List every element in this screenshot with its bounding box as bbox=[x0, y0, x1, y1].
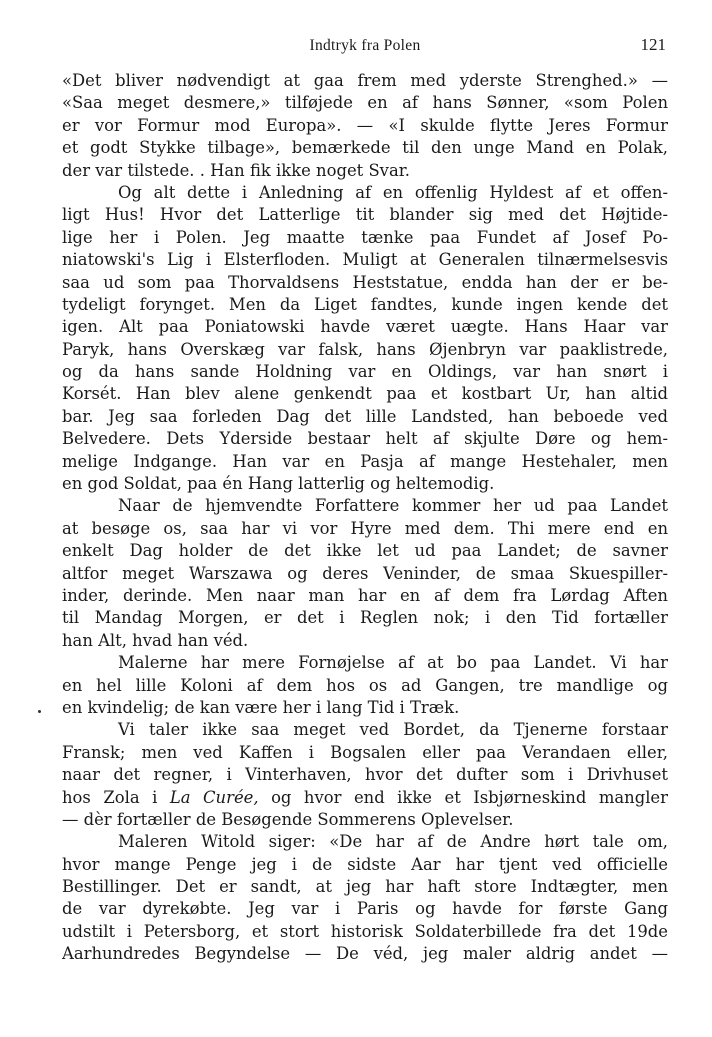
text-segment: og hvor end ikke et Isbjørneskind mangler bbox=[271, 787, 668, 807]
text-line: Vi taler ikke saa meget ved Bordet, da Tjenerne forstaar bbox=[118, 720, 668, 740]
text-line: han Alt, hvad han véd. bbox=[62, 630, 249, 650]
text-line: — dèr fortæller de Besøgende Sommerens Oplevelser. bbox=[62, 809, 514, 829]
text-line: de var dyrekøbte. Jeg var i Paris og havde for første Gang bbox=[62, 899, 668, 919]
text-line: Malerne har mere Fornøjelse af at bo paa Landet. Vi har bbox=[118, 653, 668, 673]
text-line: Naar de hjemvendte Forfattere kommer her ud paa Landet bbox=[118, 496, 668, 516]
text-line: Bestillinger. Det er sandt, at jeg har haft store Indtægter, men bbox=[62, 877, 668, 897]
text-line: «Det bliver nødvendigt at gaa frem med yderste Strenghed.» — bbox=[62, 71, 668, 90]
text-line: Fransk; men ved Kaffen i Bogsalen eller paa Verandaen eller, bbox=[62, 742, 668, 762]
text-line: enkelt Dag holder de det ikke let ud paa Landet; de savner bbox=[62, 541, 668, 561]
text-line: Paryk, hans Overskæg var falsk, hans Øjenbryn var paaklistrede, bbox=[62, 339, 668, 359]
text-line: udstilt i Petersborg, et stort historisk Soldaterbillede fra det 19de bbox=[62, 921, 668, 941]
book-page bbox=[62, 30, 668, 966]
text-line: et godt Stykke tilbage», bemærkede til den unge Mand en Polak, bbox=[62, 138, 668, 158]
text-line: ligt Hus! Hvor det Latterlige tit blander sig med det Højtide- bbox=[62, 205, 668, 225]
text-line: en god Soldat, paa én Hang latterlig og heltemodig. bbox=[62, 474, 495, 494]
text-line: at besøge os, saa har vi vor Hyre med dem. Thi mere end en bbox=[62, 518, 668, 538]
text-line: saa ud som paa Thorvaldsens Heststatue, endda han der er be- bbox=[62, 272, 668, 292]
body-text bbox=[62, 70, 668, 966]
text-line: og da hans sande Holdning var en Oldings, var han snørt i bbox=[62, 362, 668, 382]
text-line: melige Indgange. Han var en Pasja af mange Hestehaler, men bbox=[62, 451, 668, 471]
text-line: Belvedere. Dets Yderside bestaar helt af skjulte Døre og hem- bbox=[62, 429, 668, 449]
text-line: niatowski's Lig i Elsterfloden. Muligt at Generalen tilnærmelsesvis bbox=[62, 250, 668, 270]
text-line bbox=[62, 787, 668, 809]
italic-title: La Curée, bbox=[169, 787, 259, 807]
text-line: Maleren Witold siger: «De har af de Andre hørt tale om, bbox=[118, 832, 668, 852]
running-title: Indtryk fra Polen bbox=[309, 37, 421, 54]
text-line: «Saa meget desmere,» tilføjede en af hans Sønner, «som Polen bbox=[62, 93, 668, 113]
text-line: tydeligt forynget. Men da Liget fandtes, kunde ingen kende det bbox=[62, 294, 668, 314]
text-line: Korsét. Han blev alene genkendt paa et kostbart Ur, han altid bbox=[62, 384, 668, 404]
page-number: 121 bbox=[640, 35, 666, 54]
text-line: Og alt dette i Anledning af en offenlig Hyldest af et offen- bbox=[118, 182, 668, 202]
text-line: igen. Alt paa Poniatowski havde været uægte. Hans Haar var bbox=[62, 317, 668, 337]
text-line: en hel lille Koloni af dem hos os ad Gangen, tre mandlige og bbox=[62, 675, 668, 695]
text-line: altfor meget Warszawa og deres Veninder, de smaa Skuespiller- bbox=[62, 563, 668, 583]
text-line: lige her i Polen. Jeg maatte tænke paa Fundet af Josef Po- bbox=[62, 227, 668, 247]
page-header bbox=[62, 30, 668, 70]
text-line: hvor mange Penge jeg i de sidste Aar har tjent ved officielle bbox=[62, 854, 668, 874]
text-segment: hos Zola i bbox=[62, 787, 158, 807]
margin-mark bbox=[38, 710, 41, 713]
text-line: Aarhundredes Begyndelse — De véd, jeg maler aldrig andet — bbox=[62, 944, 668, 964]
text-line: til Mandag Morgen, er det i Reglen nok; i den Tid fortæller bbox=[62, 608, 668, 628]
text-line: naar det regner, i Vinterhaven, hvor det dufter som i Drivhuset bbox=[62, 765, 668, 785]
text-line: er vor Formur mod Europa». — «I skulde flytte Jeres Formur bbox=[62, 115, 668, 135]
text-line: inder, derinde. Men naar man har en af dem fra Lørdag Aften bbox=[62, 585, 668, 605]
text-line: en kvindelig; de kan være her i lang Tid i Træk. bbox=[62, 697, 460, 717]
text-line: bar. Jeg saa forleden Dag det lille Landsted, han beboede ved bbox=[62, 406, 668, 426]
text-line: der var tilstede. . Han fik ikke noget Svar. bbox=[62, 160, 410, 180]
